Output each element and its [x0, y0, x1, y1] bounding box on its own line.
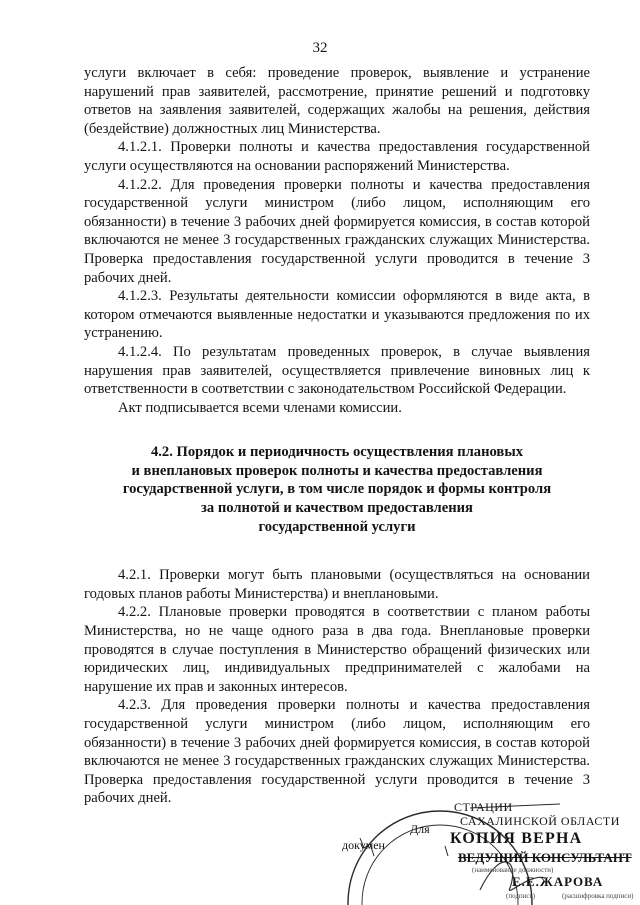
paragraph: 4.2.3. Для проведения проверки полноты и качества предоставления государственной услуги министром (либо лицом, исполняющим его обязанности) в течение 3 рабочих дней формируется комиссия, в состав которой включаются не менее 3 государственных гражданских служащих Министерства. Проверка предоставления государственной услуги проводится в течение 3 рабочих дней. — [84, 697, 590, 807]
paragraph: услуги включает в себя: проведение проверок, выявление и устранение нарушений прав заявителей, рассмотрение, принятие решений и подготовку ответов на заявления заявителей, содержащих жалобы на решения, действия (бездействие) должностных лиц Министерства. — [84, 65, 590, 137]
page-number: 32 — [312, 40, 328, 56]
paragraph: 4.2.1. Проверки могут быть плановыми (осуществляться на основании годовых планов работы Министерства) и внеплановыми. — [84, 567, 590, 602]
stamp-caption: (наименование должности) — [472, 866, 554, 874]
paragraph: 4.1.2.2. Для проведения проверки полноты и качества предоставления государственной услуги министром (либо лицом, исполняющим его обязанности) в течение 3 рабочих дней формируется комиссия, в состав которой включаются не менее 3 государственных гражданских служащих Министерства. Проверка предоставления государственной услуги проводится в течение 3 рабочих дней. — [84, 176, 590, 286]
paragraph: 4.1.2.1. Проверки полноты и качества предоставления государственной услуги осуществляются на основании распоряжений Министерства. — [84, 139, 590, 174]
stamp-line: САХАЛИНСКОЙ ОБЛАСТИ — [460, 814, 620, 828]
document-body — [84, 64, 590, 808]
stamp-copy-label: КОПИЯ ВЕРНА — [450, 830, 583, 847]
section-heading — [84, 443, 590, 536]
stamp-caption: (подпись) — [506, 892, 536, 900]
paragraph: 4.1.2.4. По результатам проведенных проверок, в случае выявления нарушения прав заявителей, осуществляется привлечение виновных лиц к ответственности в соответствии с законодательством Российской Федерации. — [84, 343, 590, 398]
section-heading-line: и внеплановых проверок полноты и качества предоставления — [131, 462, 543, 479]
section-heading-line: государственной услуги — [258, 518, 416, 535]
certification-stamp — [330, 778, 640, 905]
stamp-side-text: Для — [410, 822, 430, 836]
stamp-caption: (расшифровка подписи) — [562, 892, 634, 900]
paragraph: 4.1.2.3. Результаты деятельности комиссии оформляются в виде акта, в котором отмечаются выявленные недостатки и указываются предложения по их устранению. — [84, 288, 590, 342]
section-heading-line: за полнотой и качеством предоставления — [201, 500, 473, 517]
section-heading-line: 4.2. Порядок и периодичность осуществления плановых — [150, 444, 524, 461]
stamp-position: ВЕДУЩИЙ КОНСУЛЬТАНТ — [458, 850, 632, 865]
stamp-name: Е.Е.ЖАРОВА — [512, 874, 604, 889]
stamp-side-text: докумен — [342, 838, 385, 852]
paragraph: 4.2.2. Плановые проверки проводятся в соответствии с планом работы Министерства, но не чаще одного раза в два года. Внеплановые проверки проводятся в случае поступления в Министерство обращений физических или юридических лиц, индивидуальных предпринимателей с жалобами на нарушение их прав и законных интересов. — [84, 604, 590, 695]
section-heading-line: государственной услуги, в том числе порядок и формы контроля — [122, 481, 552, 498]
stamp-line: СТРАЦИИ — [454, 800, 513, 814]
paragraph: Акт подписывается всеми членами комиссии. — [118, 399, 402, 416]
